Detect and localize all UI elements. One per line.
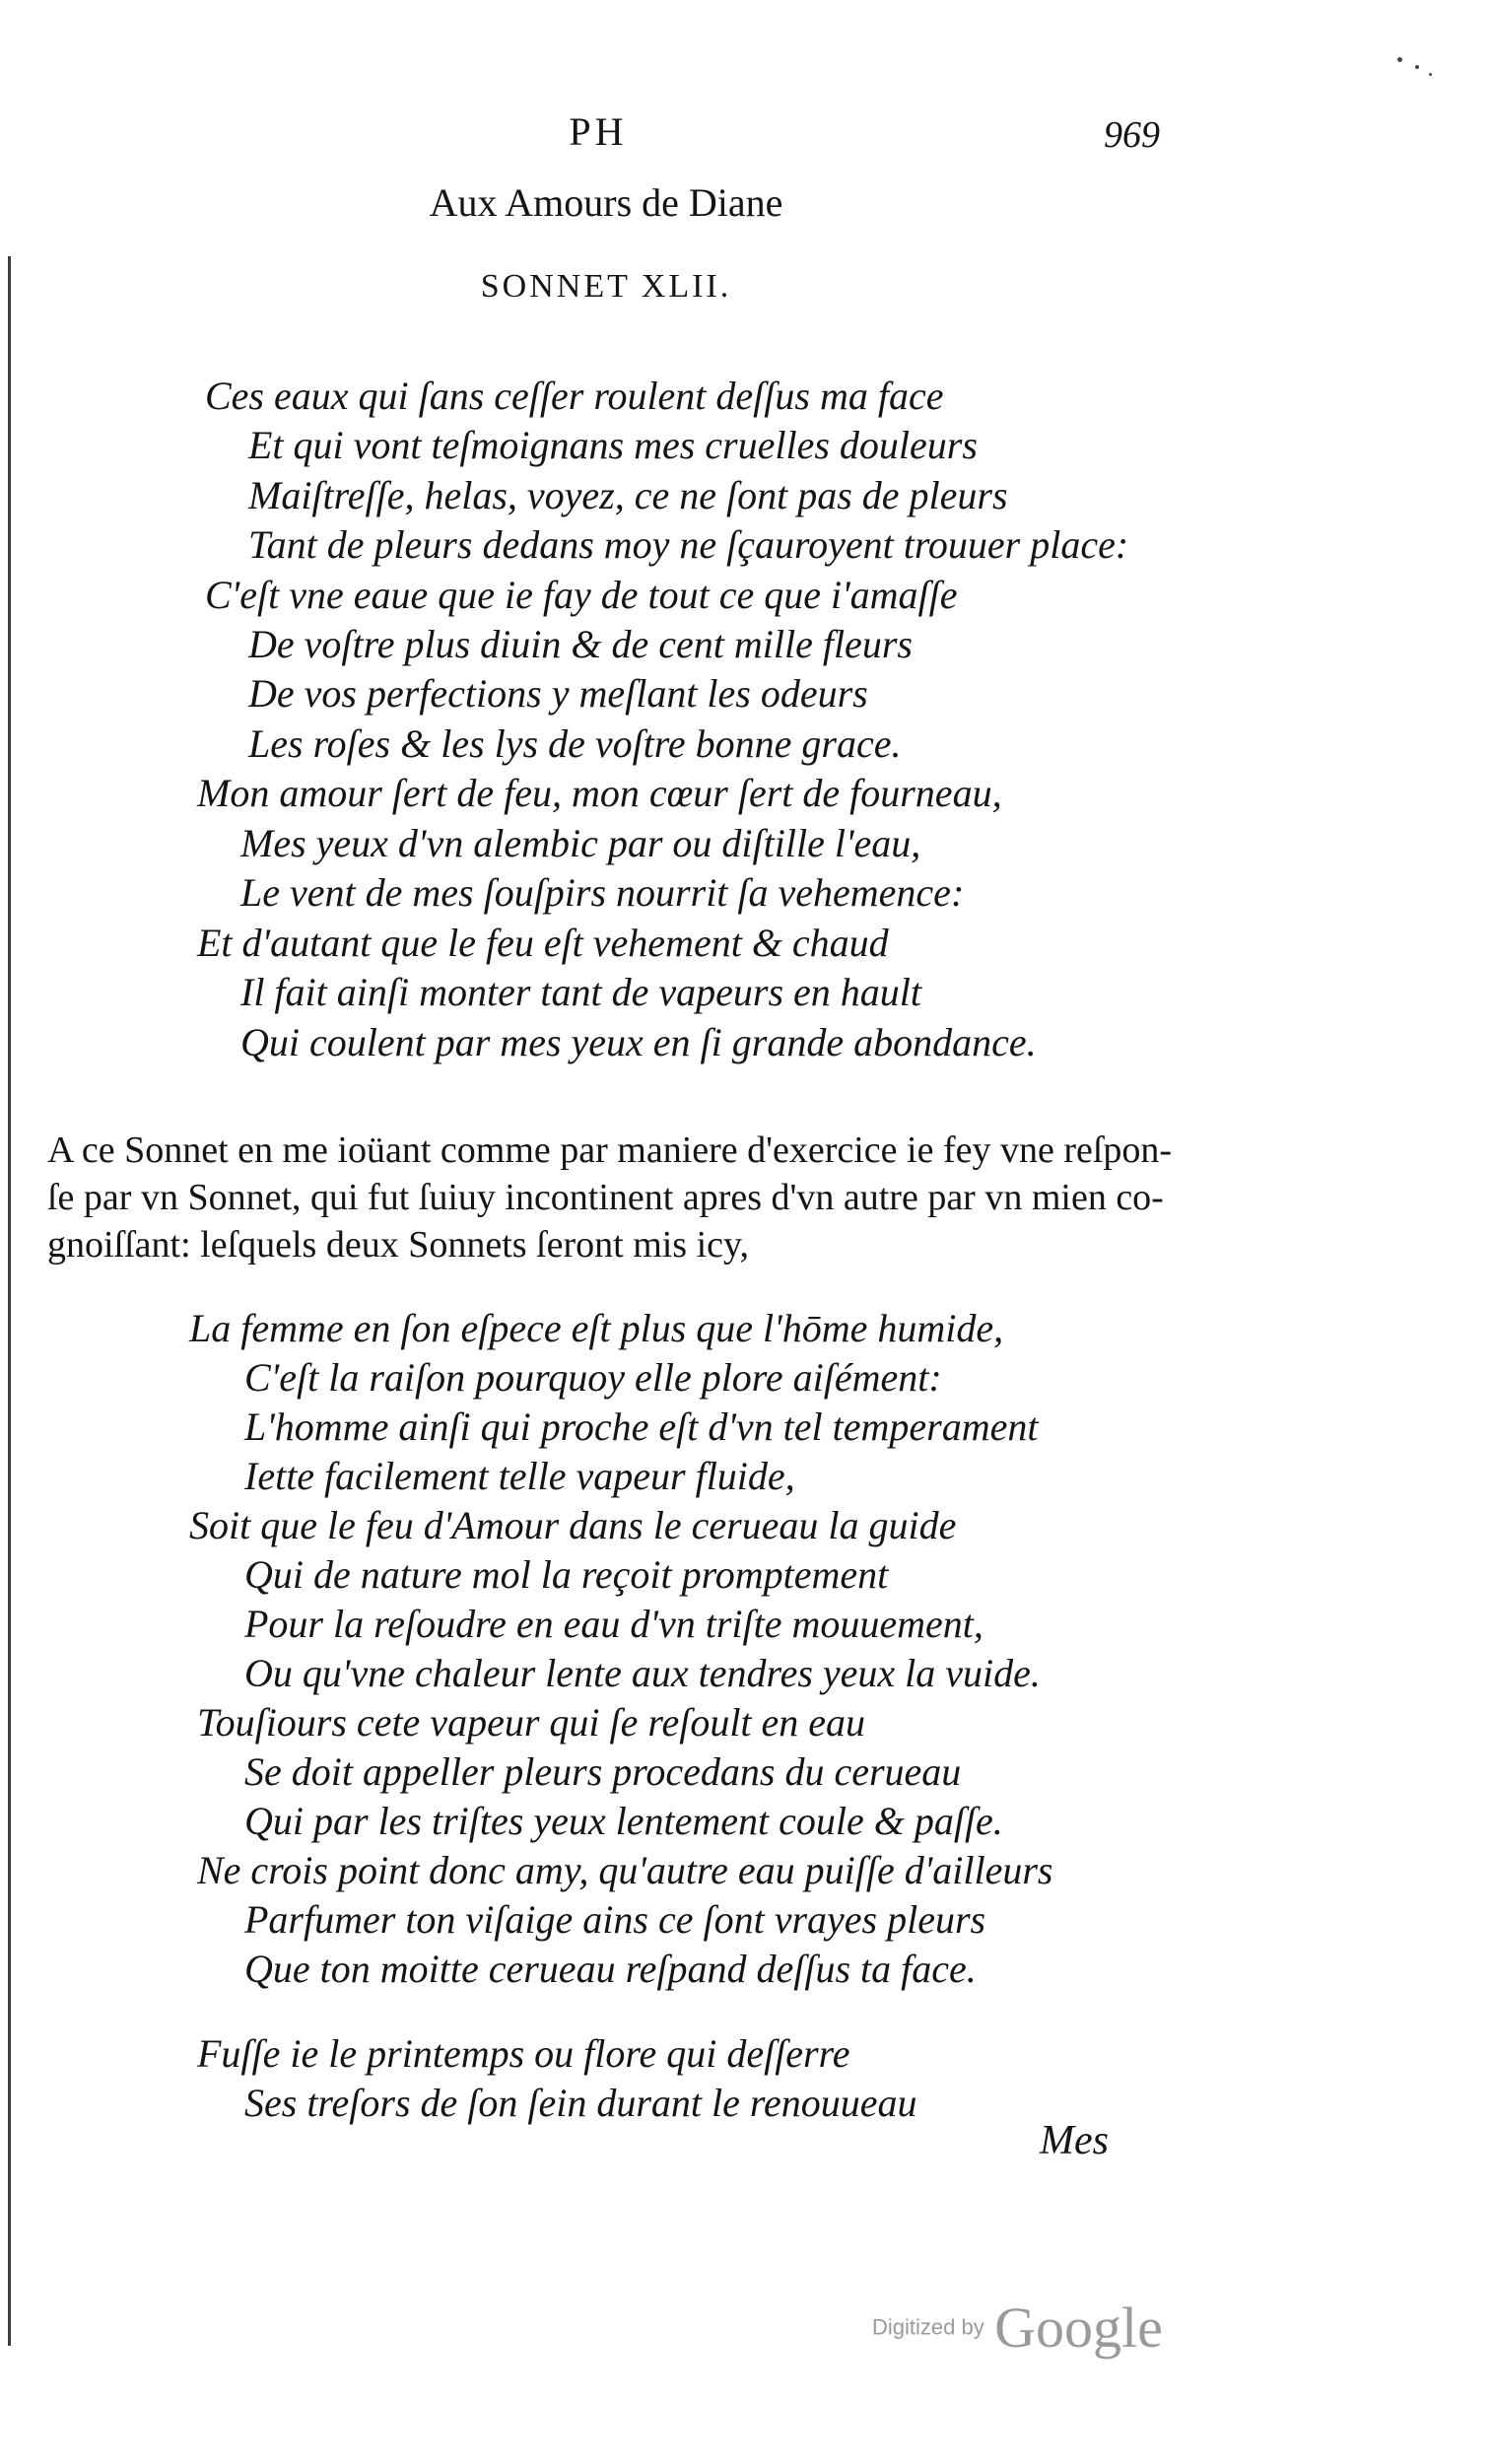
verse-line: Ses treſors de ſon ſein durant le renouueau — [244, 2081, 917, 2125]
verse-line: C'eſt la raiſon pourquoy elle plore aiſément: — [244, 1355, 942, 1400]
running-head: PH — [569, 109, 628, 154]
sonnet-heading: SONNET XLII. — [480, 268, 732, 305]
verse-line: Il fait ainſi monter tant de vapeurs en hault — [240, 970, 922, 1014]
prose-line: ſe par vn Sonnet, qui fut ſuiuy incontinent apres d'vn autre par vn mien co- — [47, 1177, 1164, 1218]
verse-line: Mon amour ſert de feu, mon cœur ſert de fourneau, — [197, 771, 1002, 815]
verse-line: Tant de pleurs dedans moy ne ſçauroyent trouuer place: — [248, 522, 1129, 567]
verse-line: Qui coulent par mes yeux en ſi grande abondance. — [240, 1020, 1037, 1064]
ink-speck — [1397, 57, 1402, 62]
verse-line: Iette facilement telle vapeur fluide, — [244, 1454, 795, 1498]
verse-line: Maiſtreſſe, helas, voyez, ce ne ſont pas de pleurs — [248, 473, 1008, 517]
page-number: 969 — [1104, 114, 1160, 156]
ink-speck — [1429, 73, 1432, 76]
verse-line: Fuſſe ie le printemps ou flore qui deſſerre — [197, 2031, 850, 2076]
verse-line: Touſiours cete vapeur qui ſe reſoult en eau — [197, 1700, 866, 1745]
verse-line: Ne crois point donc amy, qu'autre eau puiſſe d'ailleurs — [197, 1848, 1053, 1892]
prose-line: gnoiſſant: leſquels deux Sonnets ſeront mis icy, — [47, 1224, 750, 1266]
verse-line: La femme en ſon eſpece eſt plus que l'hōme humide, — [189, 1306, 1004, 1350]
verse-line: Ou qu'vne chaleur lente aux tendres yeux la vuide. — [244, 1651, 1041, 1695]
verse-line: Ces eaux qui ſans ceſſer roulent deſſus ma face — [205, 374, 944, 418]
verse-line: Et d'autant que le feu eſt vehement & chaud — [197, 921, 889, 965]
section-title: Aux Amours de Diane — [429, 180, 783, 225]
verse-line: Les roſes & les lys de voſtre bonne grace. — [248, 721, 902, 766]
ink-speck — [1415, 65, 1419, 69]
verse-line: C'eſt vne eaue que ie fay de tout ce que i'amaſſe — [205, 573, 958, 617]
verse-line: Parfumer ton viſaige ains ce ſont vrayes pleurs — [244, 1897, 986, 1942]
digitization-watermark — [872, 2294, 1163, 2361]
verse-line: De voſtre plus diuin & de cent mille fleurs — [248, 622, 913, 666]
verse-line: De vos perfections y meſlant les odeurs — [248, 671, 868, 716]
prose-line: A ce Sonnet en me ioüant comme par maniere d'exercice ie fey vne reſpon- — [47, 1129, 1173, 1171]
verse-line: Soit que le feu d'Amour dans le cerueau la guide — [189, 1503, 957, 1547]
verse-line: Qui par les triſtes yeux lentement coule & paſſe. — [244, 1799, 1003, 1843]
verse-line: L'homme ainſi qui proche eſt d'vn tel temperament — [244, 1404, 1039, 1449]
verse-line: Se doit appeller pleurs procedans du cerueau — [244, 1749, 962, 1794]
catchword: Mes — [1040, 2118, 1109, 2163]
binding-edge-shadow — [8, 256, 11, 2346]
verse-line: Que ton moitte cerueau reſpand deſſus ta face. — [244, 1947, 977, 1991]
verse-line: Mes yeux d'vn alembic par ou diſtille l'eau, — [240, 821, 921, 865]
verse-line: Qui de nature mol la reçoit promptement — [244, 1552, 889, 1597]
verse-line: Et qui vont teſmoignans mes cruelles douleurs — [248, 423, 978, 467]
verse-line: Le vent de mes ſouſpirs nourrit ſa vehemence: — [240, 870, 965, 915]
watermark-prefix: Digitized by — [872, 2314, 984, 2340]
verse-line: Pour la reſoudre en eau d'vn triſte mouuement, — [244, 1602, 983, 1646]
watermark-brand: Google — [994, 2295, 1163, 2360]
